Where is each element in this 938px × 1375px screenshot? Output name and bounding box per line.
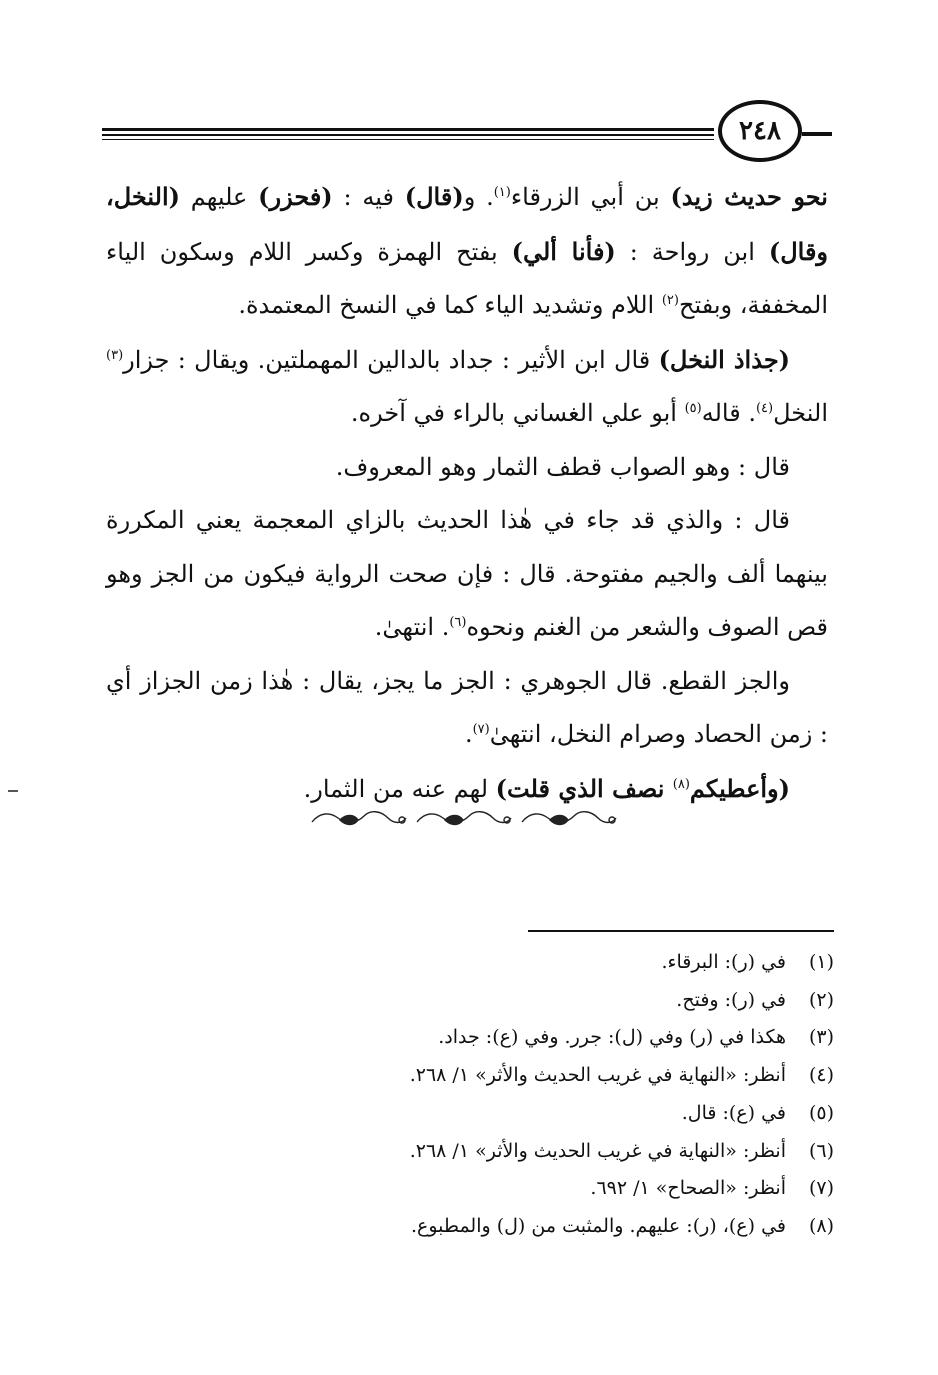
- footnote-item: [300, 1208, 834, 1246]
- paragraph: [106, 494, 828, 655]
- page-header: [102, 96, 832, 166]
- ornament-motif: [522, 812, 616, 825]
- footnotes: [300, 944, 834, 1246]
- text-run: . انتهىٰ.: [374, 613, 450, 641]
- text-run: قال ابن الأثير : جداد بالدالين المهملتين. ويقال : جزار: [123, 345, 659, 374]
- text-run: ابن رواحة :: [615, 237, 769, 266]
- header-rule-tail: [802, 132, 832, 136]
- text-run: النخل: [773, 399, 828, 427]
- quoted-hadith-phrase: (جذاذ النخل): [658, 344, 791, 374]
- floral-divider-ornament: [300, 804, 630, 834]
- text-run: بفتح الهمزة وكسر اللام وسكون الياء المخففة، وبفتح: [106, 237, 828, 319]
- text-run: لهم عنه من الثمار.: [303, 774, 496, 803]
- paragraph: [106, 333, 828, 441]
- header-rule: [102, 134, 714, 136]
- text-run: والجز القطع. قال الجوهري : الجز ما يجز، يقال : هٰذا زمن الجزاز أي : زمن الحصاد وصرام النخل، انتهىٰ: [106, 666, 828, 748]
- footnote-text: في (ع)، (ر): عليهم. والمثبت من (ل) والمطبوع.: [410, 1214, 786, 1237]
- footnote-item: [300, 1095, 834, 1133]
- footnote-ref: (٤): [755, 401, 774, 416]
- quoted-hadith-phrase: (فأنا ألي): [511, 236, 616, 266]
- footnote-ref: (٢): [661, 293, 679, 308]
- footnote-number: (٣): [808, 1026, 834, 1049]
- header-rule: [102, 139, 714, 140]
- footnote-ref: (١): [493, 185, 511, 200]
- footnote-item: [300, 1019, 834, 1057]
- footnote-item: [300, 1133, 834, 1171]
- footnote-number: (٤): [808, 1064, 834, 1087]
- text-run: بن أبي الزرقاء: [510, 183, 671, 211]
- ornament-motif: [312, 812, 406, 825]
- header-rule: [102, 128, 714, 131]
- text-run: فيه :: [332, 183, 405, 211]
- footnote-text: في (ع): قال.: [681, 1101, 786, 1124]
- quoted-hadith-phrase: نصف الذي قلت): [495, 773, 673, 803]
- footnote-number: (٥): [808, 1101, 834, 1124]
- ornament-motif: [417, 812, 511, 825]
- footnote-item: [300, 1057, 834, 1095]
- paragraph: [106, 655, 828, 762]
- footnote-item: [300, 944, 834, 982]
- footnote-text: أنظر: «النهاية في غريب الحديث والأثر» ١/ ٢٦٨.: [409, 1139, 786, 1162]
- footnote-ref: (٦): [449, 615, 467, 630]
- text-run: اللام وتشديد الياء كما في النسخ المعتمدة.: [238, 291, 662, 319]
- quoted-hadith-phrase: (وأعطيكم: [689, 773, 790, 803]
- paragraph: [106, 170, 828, 333]
- footnote-ref: (٧): [472, 722, 490, 737]
- quoted-hadith-phrase: (النخل، وقال): [106, 182, 829, 266]
- footnote-number: (٦): [808, 1139, 834, 1162]
- footnote-item: [300, 1170, 834, 1208]
- footnote-text: في (ر): البرقاء.: [661, 951, 786, 973]
- quoted-hadith-phrase: نحو حديث زيد): [670, 182, 828, 211]
- quoted-hadith-phrase: (فحزر): [258, 182, 333, 211]
- margin-mark: [8, 790, 18, 792]
- main-text: [106, 170, 828, 816]
- paragraph: [106, 441, 828, 495]
- text-run: .: [464, 720, 473, 748]
- footnote-text: هكذا في (ر) وفي (ل): جرر. وفي (ع): جداد.: [438, 1026, 786, 1049]
- text-run: قال : وهو الصواب قطف الثمار وهو المعروف.: [335, 452, 790, 481]
- quoted-hadith-phrase: (قال): [404, 182, 464, 211]
- text-run: . قاله: [701, 399, 756, 427]
- footnote-text: أنظر: «الصحاح» ١/ ٦٩٢.: [590, 1177, 786, 1200]
- text-run: عليهم: [180, 183, 259, 211]
- text-run: . و: [463, 183, 494, 211]
- footnote-ref: (٨): [672, 776, 690, 792]
- page-number: ٢٤٨: [718, 100, 802, 162]
- footnote-item: [300, 982, 834, 1020]
- footnote-number: (٧): [808, 1177, 834, 1200]
- text-run: قال : والذي قد جاء في هٰذا الحديث بالزاي المعجمة يعني المكررة بينهما ألف والجيم مفتوحة. قال : فإن صحت الرواية فيكون من الجز وهو قص الصوف والشعر من الغنم ونحوه: [106, 506, 828, 641]
- footnote-number: (٨): [808, 1214, 834, 1237]
- footnote-text: في (ر): وفتح.: [676, 988, 786, 1011]
- footnote-separator: [528, 930, 834, 932]
- footnote-number: (٢): [808, 988, 834, 1011]
- footnote-number: (١): [808, 951, 834, 973]
- footnote-ref: (٣): [106, 347, 124, 363]
- text-run: أبو علي الغساني بالراء في آخره.: [350, 399, 685, 427]
- footnote-text: أنظر: «النهاية في غريب الحديث والأثر» ١/ ٢٦٨.: [409, 1064, 786, 1087]
- footnote-ref: (٥): [684, 401, 702, 416]
